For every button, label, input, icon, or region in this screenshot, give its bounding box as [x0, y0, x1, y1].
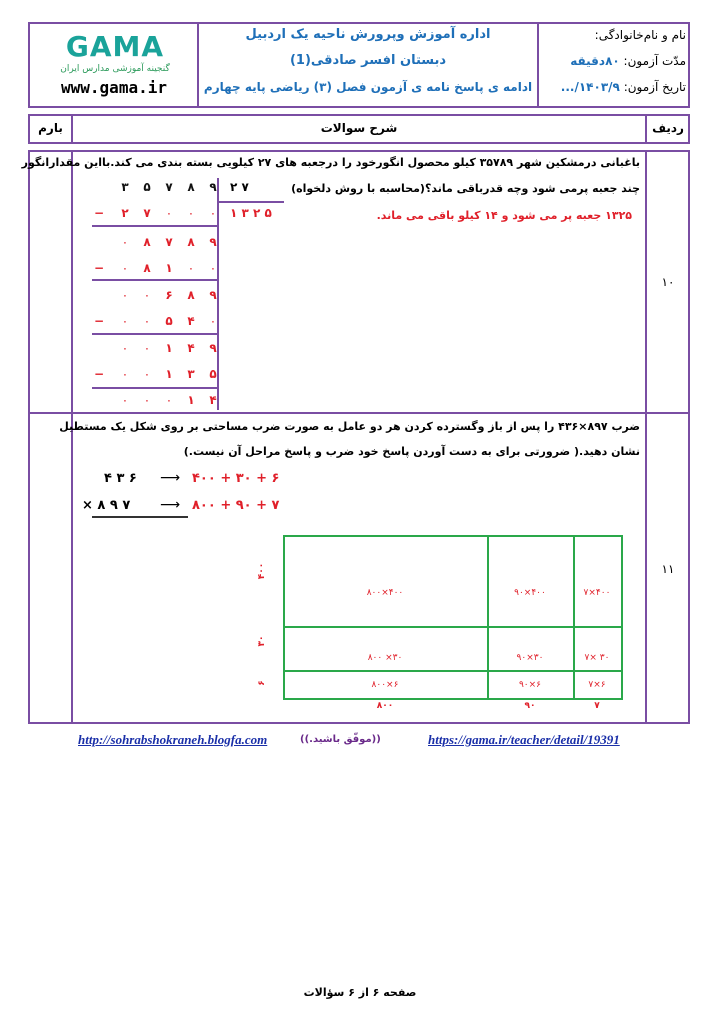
grid-line [487, 535, 489, 700]
digit: ۰ [122, 238, 128, 247]
date-label: تاریخ آزمون: [623, 80, 686, 94]
good-luck-text: ((موفّق باشید.)) [300, 734, 381, 745]
question-text: نشان دهید.( ضرورتی برای به دست آوردن پاسخ خود ضرب و پاسخ مراحل آن نیست.) [183, 445, 640, 458]
digit: ۰ [122, 317, 128, 326]
date-value: ۱۴۰۳/۹/... [560, 80, 620, 94]
digit: ۷ [165, 235, 173, 249]
digit: ۱ [187, 393, 195, 407]
digit: ۹ [209, 235, 217, 249]
grid-line [283, 670, 621, 672]
school-name: دبستان افسر صادقی(1) [289, 53, 447, 68]
digit: ۰ [144, 344, 150, 353]
grid-cell: ۷×۴۰۰ [583, 588, 611, 598]
blog-link[interactable]: http://sohrabshokraneh.blogfa.com [78, 732, 268, 747]
digit: ۰ [210, 317, 216, 326]
logo: GAMA [65, 30, 165, 63]
digit: ۱ [165, 367, 173, 381]
digit: ۱ [165, 341, 173, 355]
name-label: نام و نام‌خانوادگی: [594, 28, 686, 42]
digit: ۵ [209, 367, 217, 381]
grid-cell: ۷×۶ [588, 680, 606, 690]
digit: ۰ [188, 264, 194, 273]
score-header: بارم [38, 121, 63, 135]
column-label: ۹۰ [524, 701, 536, 711]
digit: ۰ [144, 396, 150, 405]
question-number: ۱۰ [661, 275, 675, 289]
digit: ۳ [187, 367, 195, 381]
digit: ۳ [121, 180, 129, 194]
website: www.gama.ir [61, 78, 167, 97]
digit: ۷ [165, 180, 173, 194]
minus-sign: − [93, 314, 105, 328]
question-text: چند جعبه پرمی شود وچه قدرباقی ماند؟(محاسبه با روش دلخواه) [291, 182, 640, 195]
factor-2: × ۸ ۹ ۷ [82, 498, 131, 513]
subtraction-line [92, 333, 218, 335]
grid-line [283, 535, 285, 700]
digit: ۰ [210, 264, 216, 273]
digit: ۵ [143, 180, 151, 194]
divider [197, 22, 199, 108]
grid-line [283, 535, 621, 537]
digit: ۰ [122, 291, 128, 300]
grid-line [573, 535, 575, 700]
column-label: ۷ [594, 701, 600, 711]
logo-subtitle: گنجینه آموزشی مدارس ایران [60, 64, 170, 74]
subtraction-line [92, 225, 218, 227]
question-number: ۱۱ [661, 562, 675, 576]
grid-line [283, 626, 621, 628]
digit: ۴ [187, 314, 195, 328]
division-line [217, 178, 219, 410]
questions-table [21, 150, 690, 724]
digit: ۰ [166, 396, 172, 405]
arrow-icon: ⟶ [160, 497, 181, 513]
row-header: ردیف [652, 121, 684, 135]
grid-cell: ۸۰۰ ×۳۰ [367, 653, 403, 663]
digit: ۰ [122, 344, 128, 353]
digit: ۲ [121, 206, 129, 220]
expanded-1: ۴۰۰ + ۳۰ + ۶ [192, 471, 280, 486]
divider [71, 150, 73, 724]
digit: ۱ [165, 261, 173, 275]
digit: ۵ [165, 314, 173, 328]
row-label: ۳۰ [257, 635, 267, 647]
minus-sign: − [93, 261, 105, 275]
page-number: صفحه ۶ از ۶ سؤالات [303, 986, 417, 999]
arrow-icon: ⟶ [160, 470, 181, 486]
column-label: ۸۰۰ [376, 701, 394, 711]
divider [28, 412, 690, 414]
digit: ۰ [188, 209, 194, 218]
digit: ۴ [187, 341, 195, 355]
row-label: ۴۰۰ [257, 562, 267, 580]
digit: ۰ [144, 291, 150, 300]
digit: ۴ [209, 393, 217, 407]
digit: ۰ [122, 264, 128, 273]
digit: ۰ [166, 209, 172, 218]
grid-cell: ۷× ۳۰ [584, 653, 610, 663]
digit: ۰ [122, 370, 128, 379]
factor-1: ۴ ۳ ۶ [104, 471, 137, 486]
grid-cell: ۹۰×۳۰ [516, 653, 544, 663]
digit: ۸ [187, 180, 195, 194]
digit: ۸ [143, 261, 151, 275]
grid-cell: ۹۰×۶ [518, 680, 542, 690]
quotient: ۱ ۳ ۲ ۵ [230, 206, 272, 220]
grid-cell: ۸۰۰×۴۰۰ [366, 588, 404, 598]
gama-link[interactable]: https://gama.ir/teacher/detail/19391 [428, 732, 620, 747]
expanded-2: ۸۰۰ + ۹۰ + ۷ [192, 498, 280, 513]
digit: ۹ [209, 341, 217, 355]
question-text: ضرب ۸۹۷×۴۳۶ را پس از باز وگسترده کردن هر دو عامل به صورت ضرب مساحتی بر روی شکل یک مستطیل [59, 420, 640, 433]
digit: ۸ [187, 288, 195, 302]
digit: ۰ [122, 396, 128, 405]
subtraction-line [92, 387, 218, 389]
digit: ۷ [143, 206, 151, 220]
duration-label: مدّت آزمون: [623, 54, 686, 68]
duration-value: ۸۰دقیقه [570, 54, 620, 68]
grid-line [283, 698, 621, 700]
grid-line [621, 535, 623, 700]
questions-header: شرح سوالات [320, 121, 398, 135]
underline [92, 516, 188, 518]
exam-title: ادامه ی پاسخ نامه ی آزمون فصل (۳) ریاضی پایه چهارم [203, 80, 533, 94]
divisor: ۲ ۷ [230, 180, 249, 194]
division-line [218, 201, 284, 203]
digit: ۰ [144, 370, 150, 379]
grid-cell: ۹۰×۴۰۰ [514, 588, 546, 598]
divider [645, 150, 647, 724]
digit: ۸ [187, 235, 195, 249]
org-name: اداره آموزش وپرورش ناحیه یک اردبیل [245, 27, 491, 42]
divider [537, 22, 539, 108]
digit: ۹ [209, 288, 217, 302]
digit: ۶ [165, 288, 173, 302]
digit: ۰ [210, 209, 216, 218]
question-text: باغبانی درمشکین شهر ۳۵۷۸۹ کیلو محصول انگورخود را درجعبه های ۲۷ کیلویی بسته بندی می کند.بااین مقدارانگور [21, 156, 640, 169]
digit: ۸ [143, 235, 151, 249]
minus-sign: − [93, 367, 105, 381]
grid-cell: ۸۰۰×۶ [371, 680, 399, 690]
minus-sign: − [93, 206, 105, 220]
digit: ۰ [144, 317, 150, 326]
subtraction-line [92, 279, 218, 281]
answer-text: ۱۳۲۵ جعبه پر می شود و ۱۴ کیلو باقی می ماند. [376, 209, 632, 222]
digit: ۹ [209, 180, 217, 194]
row-label: ۶ [257, 680, 267, 686]
